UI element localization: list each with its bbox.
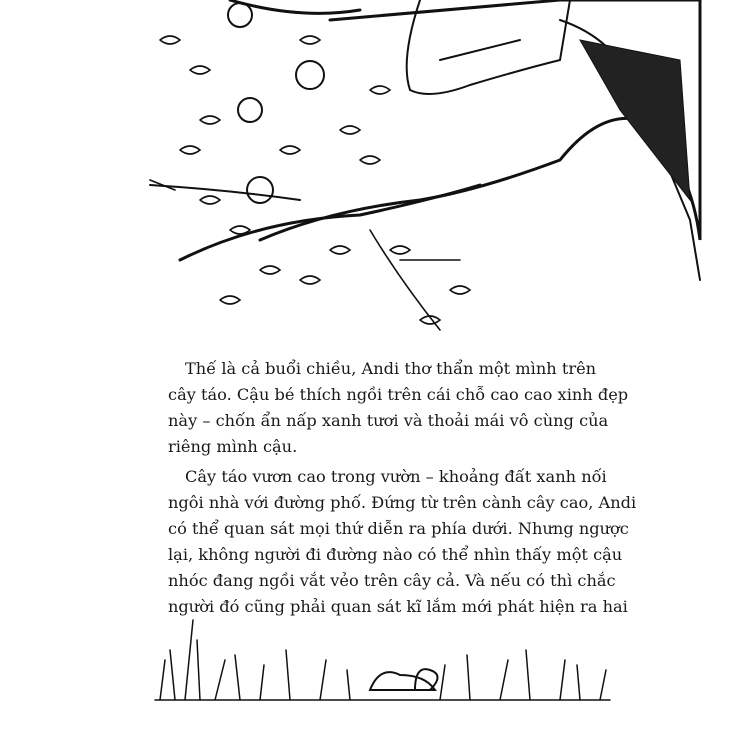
text-line: cây táo. Cậu bé thích ngồi trên cái chỗ cao cao xinh đẹp (168, 385, 629, 404)
story-text (168, 356, 637, 620)
text-line: có thể quan sát mọi thứ diễn ra phía dưới. Nhưng ngược (168, 519, 629, 538)
leaves (150, 36, 470, 330)
text-line: Cây táo vươn cao trong vườn – khoảng đất xanh nối (185, 467, 607, 486)
text-line: này – chốn ẩn nấp xanh tươi và thoải mái vô cùng của (168, 411, 609, 430)
boy-legs (407, 0, 570, 94)
text-line: riêng mình cậu. (168, 437, 298, 456)
text-line: nhóc đang ngồi vắt vẻo trên cây cả. Và nếu có thì chắc (168, 571, 616, 590)
paragraph-2 (168, 464, 637, 620)
grass-with-shoes (155, 620, 610, 700)
apples (228, 3, 324, 203)
text-line: Thế là cả buổi chiều, Andi thơ thẩn một mình trên (185, 359, 597, 378)
text-line: người đó cũng phải quan sát kĩ lắm mới phát hiện ra hai (168, 597, 628, 616)
paragraph-1 (168, 356, 629, 460)
text-line: ngôi nhà với đường phố. Đứng từ trên cành cây cao, Andi (168, 493, 637, 512)
text-line: lại, không người đi đường nào có thể nhìn thấy một cậu (168, 545, 623, 564)
tree-trunk (150, 0, 700, 280)
